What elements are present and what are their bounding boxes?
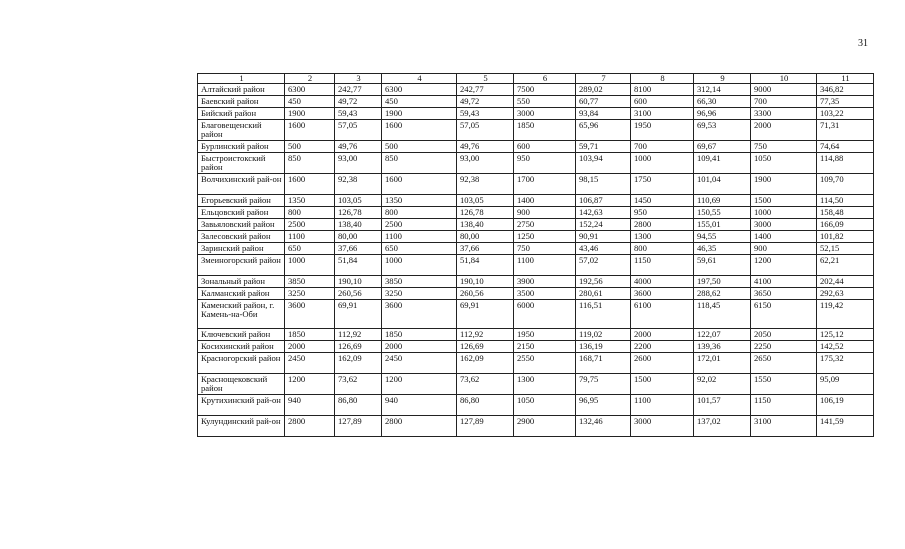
value-cell-col-9: 101,57	[694, 395, 751, 416]
value-cell-col-3: 57,05	[335, 120, 382, 141]
value-cell-col-9: 69,53	[694, 120, 751, 141]
column-header-5: 5	[457, 74, 514, 84]
table-row	[198, 120, 874, 141]
district-name-cell: Завьяловский район	[198, 219, 285, 231]
district-name-cell: Залесовский район	[198, 231, 285, 243]
value-cell-col-11: 101,82	[817, 231, 874, 243]
value-cell-col-6: 1300	[514, 374, 576, 395]
value-cell-col-9: 46,35	[694, 243, 751, 255]
district-name-cell: Заринский район	[198, 243, 285, 255]
value-cell-col-10: 1900	[751, 174, 817, 195]
value-cell-col-2: 3600	[285, 300, 335, 329]
value-cell-col-3: 162,09	[335, 353, 382, 374]
value-cell-col-2: 1000	[285, 255, 335, 276]
table-row	[198, 395, 874, 416]
value-cell-col-4: 2500	[382, 219, 457, 231]
value-cell-col-9: 69,67	[694, 141, 751, 153]
value-cell-col-4: 3850	[382, 276, 457, 288]
value-cell-col-8: 1150	[631, 255, 694, 276]
value-cell-col-3: 73,62	[335, 374, 382, 395]
value-cell-col-6: 950	[514, 153, 576, 174]
value-cell-col-8: 800	[631, 243, 694, 255]
value-cell-col-11: 95,09	[817, 374, 874, 395]
district-name-cell: Красногорский район	[198, 353, 285, 374]
value-cell-col-2: 1100	[285, 231, 335, 243]
district-name-cell: Егорьевский район	[198, 195, 285, 207]
value-cell-col-9: 155,01	[694, 219, 751, 231]
district-name-cell: Каменский район, г. Камень-на-Оби	[198, 300, 285, 329]
value-cell-col-9: 288,62	[694, 288, 751, 300]
value-cell-col-4: 2450	[382, 353, 457, 374]
value-cell-col-4: 1850	[382, 329, 457, 341]
value-cell-col-2: 6300	[285, 84, 335, 96]
column-header-3: 3	[335, 74, 382, 84]
table-row	[198, 153, 874, 174]
value-cell-col-7: 289,02	[576, 84, 631, 96]
value-cell-col-5: 59,43	[457, 108, 514, 120]
value-cell-col-3: 37,66	[335, 243, 382, 255]
value-cell-col-4: 450	[382, 96, 457, 108]
value-cell-col-4: 1600	[382, 174, 457, 195]
value-cell-col-10: 2650	[751, 353, 817, 374]
value-cell-col-8: 1300	[631, 231, 694, 243]
value-cell-col-5: 51,84	[457, 255, 514, 276]
value-cell-col-4: 1350	[382, 195, 457, 207]
value-cell-col-7: 96,95	[576, 395, 631, 416]
value-cell-col-7: 43,46	[576, 243, 631, 255]
value-cell-col-5: 69,91	[457, 300, 514, 329]
table-row	[198, 353, 874, 374]
value-cell-col-5: 112,92	[457, 329, 514, 341]
value-cell-col-11: 119,42	[817, 300, 874, 329]
value-cell-col-3: 86,80	[335, 395, 382, 416]
value-cell-col-6: 2150	[514, 341, 576, 353]
value-cell-col-2: 850	[285, 153, 335, 174]
table-row	[198, 329, 874, 341]
value-cell-col-11: 109,70	[817, 174, 874, 195]
value-cell-col-10: 3000	[751, 219, 817, 231]
value-cell-col-7: 116,51	[576, 300, 631, 329]
value-cell-col-2: 800	[285, 207, 335, 219]
value-cell-col-5: 86,80	[457, 395, 514, 416]
district-name-cell: Косихинский район	[198, 341, 285, 353]
value-cell-col-11: 175,32	[817, 353, 874, 374]
value-cell-col-3: 51,84	[335, 255, 382, 276]
value-cell-col-5: 49,76	[457, 141, 514, 153]
value-cell-col-4: 850	[382, 153, 457, 174]
value-cell-col-10: 1500	[751, 195, 817, 207]
value-cell-col-11: 106,19	[817, 395, 874, 416]
table-row	[198, 276, 874, 288]
district-name-cell: Благовещенский район	[198, 120, 285, 141]
value-cell-col-8: 3600	[631, 288, 694, 300]
value-cell-col-4: 2800	[382, 416, 457, 437]
value-cell-col-10: 1200	[751, 255, 817, 276]
value-cell-col-10: 1050	[751, 153, 817, 174]
value-cell-col-7: 79,75	[576, 374, 631, 395]
value-cell-col-2: 500	[285, 141, 335, 153]
value-cell-col-6: 7500	[514, 84, 576, 96]
district-name-cell: Калманский район	[198, 288, 285, 300]
value-cell-col-5: 92,38	[457, 174, 514, 195]
value-cell-col-4: 800	[382, 207, 457, 219]
value-cell-col-9: 197,50	[694, 276, 751, 288]
value-cell-col-3: 69,91	[335, 300, 382, 329]
value-cell-col-9: 66,30	[694, 96, 751, 108]
value-cell-col-3: 260,56	[335, 288, 382, 300]
value-cell-col-10: 3100	[751, 416, 817, 437]
table-row	[198, 231, 874, 243]
value-cell-col-11: 166,09	[817, 219, 874, 231]
value-cell-col-2: 1600	[285, 120, 335, 141]
value-cell-col-8: 1950	[631, 120, 694, 141]
value-cell-col-6: 750	[514, 243, 576, 255]
value-cell-col-2: 3850	[285, 276, 335, 288]
value-cell-col-10: 3650	[751, 288, 817, 300]
value-cell-col-5: 37,66	[457, 243, 514, 255]
value-cell-col-11: 142,52	[817, 341, 874, 353]
value-cell-col-7: 132,46	[576, 416, 631, 437]
value-cell-col-4: 650	[382, 243, 457, 255]
table-row	[198, 255, 874, 276]
data-table	[197, 73, 874, 437]
table-row	[198, 416, 874, 437]
column-header-7: 7	[576, 74, 631, 84]
value-cell-col-9: 118,45	[694, 300, 751, 329]
value-cell-col-5: 127,89	[457, 416, 514, 437]
value-cell-col-3: 92,38	[335, 174, 382, 195]
value-cell-col-11: 114,88	[817, 153, 874, 174]
value-cell-col-11: 62,21	[817, 255, 874, 276]
value-cell-col-11: 158,48	[817, 207, 874, 219]
header-row	[198, 74, 874, 84]
value-cell-col-4: 6300	[382, 84, 457, 96]
value-cell-col-2: 2450	[285, 353, 335, 374]
district-name-cell: Краснощековский район	[198, 374, 285, 395]
value-cell-col-3: 80,00	[335, 231, 382, 243]
column-header-2: 2	[285, 74, 335, 84]
value-cell-col-9: 59,61	[694, 255, 751, 276]
value-cell-col-8: 4000	[631, 276, 694, 288]
value-cell-col-7: 106,87	[576, 195, 631, 207]
value-cell-col-5: 126,78	[457, 207, 514, 219]
value-cell-col-7: 119,02	[576, 329, 631, 341]
value-cell-col-9: 109,41	[694, 153, 751, 174]
value-cell-col-4: 1600	[382, 120, 457, 141]
value-cell-col-10: 1550	[751, 374, 817, 395]
value-cell-col-6: 1700	[514, 174, 576, 195]
value-cell-col-2: 1600	[285, 174, 335, 195]
district-name-cell: Бурлинский район	[198, 141, 285, 153]
column-header-4: 4	[382, 74, 457, 84]
value-cell-col-7: 280,61	[576, 288, 631, 300]
value-cell-col-9: 94,55	[694, 231, 751, 243]
value-cell-col-6: 3000	[514, 108, 576, 120]
district-name-cell: Алтайский район	[198, 84, 285, 96]
district-name-cell: Ключевский район	[198, 329, 285, 341]
value-cell-col-8: 700	[631, 141, 694, 153]
value-cell-col-3: 49,72	[335, 96, 382, 108]
column-header-10: 10	[751, 74, 817, 84]
value-cell-col-7: 60,77	[576, 96, 631, 108]
district-name-cell: Баевский район	[198, 96, 285, 108]
value-cell-col-3: 59,43	[335, 108, 382, 120]
value-cell-col-3: 112,92	[335, 329, 382, 341]
value-cell-col-11: 292,63	[817, 288, 874, 300]
value-cell-col-9: 139,36	[694, 341, 751, 353]
value-cell-col-5: 138,40	[457, 219, 514, 231]
value-cell-col-10: 4100	[751, 276, 817, 288]
value-cell-col-2: 1850	[285, 329, 335, 341]
value-cell-col-8: 3000	[631, 416, 694, 437]
value-cell-col-10: 1000	[751, 207, 817, 219]
column-header-6: 6	[514, 74, 576, 84]
value-cell-col-3: 126,78	[335, 207, 382, 219]
value-cell-col-6: 550	[514, 96, 576, 108]
column-header-11: 11	[817, 74, 874, 84]
value-cell-col-3: 103,05	[335, 195, 382, 207]
value-cell-col-8: 1100	[631, 395, 694, 416]
value-cell-col-11: 103,22	[817, 108, 874, 120]
value-cell-col-7: 93,84	[576, 108, 631, 120]
value-cell-col-6: 1250	[514, 231, 576, 243]
value-cell-col-4: 1900	[382, 108, 457, 120]
value-cell-col-10: 1400	[751, 231, 817, 243]
value-cell-col-6: 3500	[514, 288, 576, 300]
column-header-9: 9	[694, 74, 751, 84]
value-cell-col-10: 6150	[751, 300, 817, 329]
value-cell-col-6: 2550	[514, 353, 576, 374]
value-cell-col-11: 125,12	[817, 329, 874, 341]
value-cell-col-5: 190,10	[457, 276, 514, 288]
value-cell-col-5: 73,62	[457, 374, 514, 395]
value-cell-col-9: 312,14	[694, 84, 751, 96]
value-cell-col-7: 57,02	[576, 255, 631, 276]
value-cell-col-4: 500	[382, 141, 457, 153]
value-cell-col-10: 1150	[751, 395, 817, 416]
value-cell-col-10: 3300	[751, 108, 817, 120]
value-cell-col-5: 80,00	[457, 231, 514, 243]
value-cell-col-8: 2200	[631, 341, 694, 353]
district-name-cell: Волчихинский рай-он	[198, 174, 285, 195]
value-cell-col-4: 1000	[382, 255, 457, 276]
value-cell-col-7: 168,71	[576, 353, 631, 374]
value-cell-col-3: 126,69	[335, 341, 382, 353]
value-cell-col-6: 1950	[514, 329, 576, 341]
value-cell-col-2: 2000	[285, 341, 335, 353]
value-cell-col-4: 1200	[382, 374, 457, 395]
value-cell-col-5: 242,77	[457, 84, 514, 96]
value-cell-col-7: 103,94	[576, 153, 631, 174]
value-cell-col-8: 6100	[631, 300, 694, 329]
value-cell-col-10: 750	[751, 141, 817, 153]
value-cell-col-7: 65,96	[576, 120, 631, 141]
district-name-cell: Ельцовский район	[198, 207, 285, 219]
value-cell-col-11: 202,44	[817, 276, 874, 288]
value-cell-col-6: 6000	[514, 300, 576, 329]
district-name-cell: Крутихинский рай-он	[198, 395, 285, 416]
value-cell-col-2: 450	[285, 96, 335, 108]
value-cell-col-7: 98,15	[576, 174, 631, 195]
value-cell-col-6: 1850	[514, 120, 576, 141]
page-number: 31	[858, 38, 868, 49]
value-cell-col-10: 2250	[751, 341, 817, 353]
table-row	[198, 207, 874, 219]
value-cell-col-2: 2500	[285, 219, 335, 231]
value-cell-col-5: 57,05	[457, 120, 514, 141]
value-cell-col-8: 2800	[631, 219, 694, 231]
value-cell-col-11: 77,35	[817, 96, 874, 108]
value-cell-col-9: 137,02	[694, 416, 751, 437]
value-cell-col-10: 900	[751, 243, 817, 255]
value-cell-col-4: 1100	[382, 231, 457, 243]
value-cell-col-9: 150,55	[694, 207, 751, 219]
value-cell-col-11: 74,64	[817, 141, 874, 153]
column-header-8: 8	[631, 74, 694, 84]
value-cell-col-6: 1050	[514, 395, 576, 416]
value-cell-col-3: 190,10	[335, 276, 382, 288]
value-cell-col-4: 3600	[382, 300, 457, 329]
value-cell-col-6: 600	[514, 141, 576, 153]
value-cell-col-5: 260,56	[457, 288, 514, 300]
table-row	[198, 195, 874, 207]
value-cell-col-8: 3100	[631, 108, 694, 120]
value-cell-col-11: 114,50	[817, 195, 874, 207]
value-cell-col-6: 2750	[514, 219, 576, 231]
district-name-cell: Зональный район	[198, 276, 285, 288]
value-cell-col-2: 650	[285, 243, 335, 255]
value-cell-col-10: 2000	[751, 120, 817, 141]
value-cell-col-5: 126,69	[457, 341, 514, 353]
value-cell-col-5: 103,05	[457, 195, 514, 207]
value-cell-col-6: 2900	[514, 416, 576, 437]
district-name-cell: Бийский район	[198, 108, 285, 120]
value-cell-col-8: 1000	[631, 153, 694, 174]
value-cell-col-8: 950	[631, 207, 694, 219]
value-cell-col-5: 49,72	[457, 96, 514, 108]
value-cell-col-8: 1500	[631, 374, 694, 395]
value-cell-col-3: 242,77	[335, 84, 382, 96]
value-cell-col-3: 49,76	[335, 141, 382, 153]
value-cell-col-7: 152,24	[576, 219, 631, 231]
table-row	[198, 108, 874, 120]
value-cell-col-3: 93,00	[335, 153, 382, 174]
value-cell-col-5: 162,09	[457, 353, 514, 374]
table-row	[198, 174, 874, 195]
value-cell-col-10: 2050	[751, 329, 817, 341]
district-name-cell: Быстроистокский район	[198, 153, 285, 174]
value-cell-col-9: 122,07	[694, 329, 751, 341]
value-cell-col-8: 600	[631, 96, 694, 108]
value-cell-col-10: 700	[751, 96, 817, 108]
district-name-cell: Змеиногорский район	[198, 255, 285, 276]
value-cell-col-8: 1750	[631, 174, 694, 195]
value-cell-col-3: 138,40	[335, 219, 382, 231]
table-row	[198, 84, 874, 96]
value-cell-col-11: 141,59	[817, 416, 874, 437]
value-cell-col-7: 142,63	[576, 207, 631, 219]
value-cell-col-7: 192,56	[576, 276, 631, 288]
value-cell-col-8: 8100	[631, 84, 694, 96]
value-cell-col-2: 1900	[285, 108, 335, 120]
table-row	[198, 141, 874, 153]
district-name-cell: Кулундинский рай-он	[198, 416, 285, 437]
value-cell-col-11: 52,15	[817, 243, 874, 255]
column-header-1: 1	[198, 74, 285, 84]
value-cell-col-7: 59,71	[576, 141, 631, 153]
value-cell-col-8: 2600	[631, 353, 694, 374]
value-cell-col-2: 3250	[285, 288, 335, 300]
value-cell-col-2: 2800	[285, 416, 335, 437]
value-cell-col-9: 110,69	[694, 195, 751, 207]
value-cell-col-6: 3900	[514, 276, 576, 288]
table-row	[198, 341, 874, 353]
value-cell-col-10: 9000	[751, 84, 817, 96]
table-row	[198, 243, 874, 255]
value-cell-col-5: 93,00	[457, 153, 514, 174]
value-cell-col-11: 346,82	[817, 84, 874, 96]
table-row	[198, 96, 874, 108]
table-row	[198, 288, 874, 300]
table-row	[198, 374, 874, 395]
value-cell-col-2: 1350	[285, 195, 335, 207]
value-cell-col-3: 127,89	[335, 416, 382, 437]
value-cell-col-7: 136,19	[576, 341, 631, 353]
value-cell-col-4: 2000	[382, 341, 457, 353]
value-cell-col-2: 940	[285, 395, 335, 416]
value-cell-col-11: 71,31	[817, 120, 874, 141]
value-cell-col-2: 1200	[285, 374, 335, 395]
value-cell-col-9: 92,02	[694, 374, 751, 395]
value-cell-col-8: 1450	[631, 195, 694, 207]
value-cell-col-9: 101,04	[694, 174, 751, 195]
value-cell-col-8: 2000	[631, 329, 694, 341]
value-cell-col-9: 96,96	[694, 108, 751, 120]
value-cell-col-4: 940	[382, 395, 457, 416]
value-cell-col-6: 1400	[514, 195, 576, 207]
table-row	[198, 300, 874, 329]
table-row	[198, 219, 874, 231]
value-cell-col-4: 3250	[382, 288, 457, 300]
value-cell-col-6: 900	[514, 207, 576, 219]
value-cell-col-7: 90,91	[576, 231, 631, 243]
value-cell-col-6: 1100	[514, 255, 576, 276]
value-cell-col-9: 172,01	[694, 353, 751, 374]
